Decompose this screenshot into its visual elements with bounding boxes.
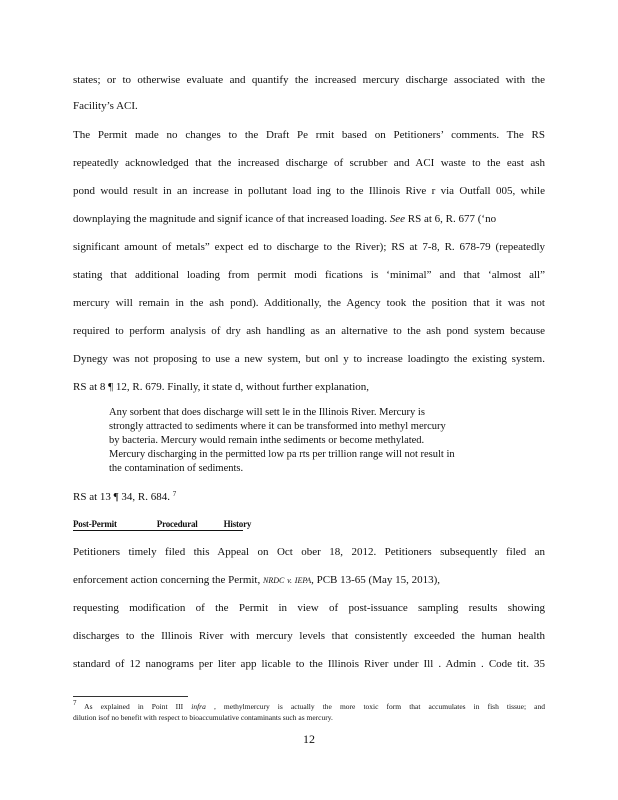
body-text: RS at 6, R. 677 (‘no [405, 213, 497, 225]
case-name: IEPA [294, 576, 312, 585]
footnote-line [73, 701, 545, 712]
citation-text: RS at 13 ¶ 34, R. 684. [73, 491, 170, 503]
footnote-text: , methylmercury is actually the more toxic form that accumulates in fish tissue; and [205, 702, 546, 711]
body-line: significant amount of metals” expect ed to discharge to the River); RS at 7-8, R. 678-79 (repeatedly [73, 241, 545, 253]
heading-word: Post-Permit [73, 519, 117, 529]
body-line: The Permit made no changes to the Draft Pe rmit based on Petitioners’ comments. The RS [73, 129, 545, 141]
block-quote-line: by bacteria. Mercury would remain inthe sediments or become methylated. [109, 435, 425, 446]
heading-word: Procedural [156, 519, 198, 529]
body-line: stating that additional loading from permit modi fications is ‘minimal” and that ‘almost all” [73, 269, 545, 281]
body-line: required to perform analysis of dry ash handling as an alternative to the ash pond system because [73, 325, 545, 337]
body-line [73, 572, 545, 588]
footnote-line: dilution isof no benefit with respect to bioaccumulative contaminants such as mercury. [73, 713, 333, 722]
body-text: downplaying the magnitude and signif icance of that increased loading. [73, 213, 388, 225]
body-line: Facility’s ACI. [73, 100, 138, 112]
body-line: RS at 8 ¶ 12, R. 679. Finally, it state d, without further explanation, [73, 381, 370, 393]
block-quote-line: the contamination of sediments. [109, 463, 244, 474]
body-line: repeatedly acknowledged that the increased discharge of scrubber and ACI waste to the east ash [73, 157, 545, 169]
body-line: Dynegy was not proposing to use a new system, but onl y to increase loadingto the existing system. [73, 353, 545, 365]
footnote-mark: 7 [73, 699, 77, 707]
body-line: Petitioners timely filed this Appeal on Oct ober 18, 2012. Petitioners subsequently filed an [73, 546, 545, 558]
body-line [73, 211, 545, 227]
body-line: discharges to the Illinois River with mercury levels that consistently exceeded the human health [73, 630, 545, 642]
block-quote-line: Any sorbent that does discharge will sett le in the Illinois River. Mercury is [109, 407, 425, 418]
footnote-separator [73, 696, 188, 697]
body-text: enforcement action concerning the Permit, [73, 574, 261, 586]
signal-see: See [389, 213, 406, 225]
footnote-reference: 7 [172, 490, 177, 498]
body-line: standard of 12 nanograms per liter app licable to the Illinois River under Ill . Admin . Code tit. 35 [73, 658, 545, 670]
case-name: v. [287, 576, 293, 585]
citation-line [73, 489, 545, 505]
body-text: , PCB 13-65 (May 15, 2013), [311, 574, 441, 586]
section-heading [73, 518, 252, 531]
block-quote-line: Mercury discharging in the permitted low pa rts per trillion range will not result in [109, 449, 455, 460]
body-line: requesting modification of the Permit in view of post-issuance sampling results showing [73, 602, 545, 614]
footnote-text: As explained in Point III [84, 702, 184, 711]
case-name: NRDC [262, 576, 285, 585]
body-line: pond would result in an increase in pollutant load ing to the Illinois Rive r via Outfall 005, while [73, 185, 545, 197]
footnote-italic: infra [191, 702, 206, 711]
heading-word: History [223, 519, 252, 529]
body-line: mercury will remain in the ash pond). Additionally, the Agency took the position that it was not [73, 297, 545, 309]
block-quote-line: strongly attracted to sediments where it can be transformed into methyl mercury [109, 421, 446, 432]
body-line: states; or to otherwise evaluate and quantify the increased mercury discharge associated with the [73, 74, 545, 86]
page-number: 12 [303, 732, 315, 746]
